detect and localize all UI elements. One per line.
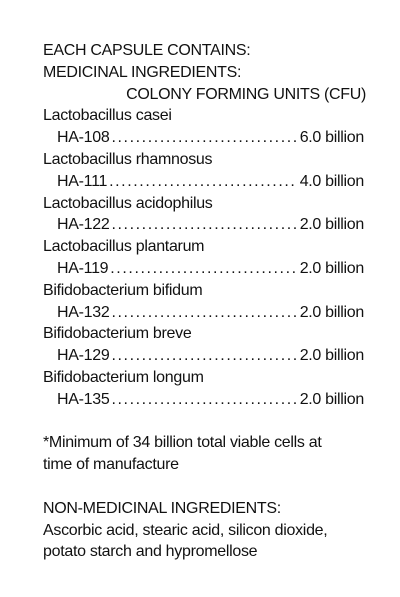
strain-item xyxy=(43,193,368,237)
strain-name: Lactobacillus rhamnosus xyxy=(43,150,213,168)
dot-leader xyxy=(111,345,295,367)
strain-code-row xyxy=(43,389,368,411)
strain-amount: 2.0 billion xyxy=(299,390,364,408)
strain-amount: 4.0 billion xyxy=(299,172,364,190)
strain-code-row xyxy=(43,127,368,149)
non-medicinal-section xyxy=(43,498,368,563)
strain-amount: 2.0 billion xyxy=(299,303,364,321)
strain-code: HA-119 xyxy=(57,259,109,277)
dot-leader xyxy=(111,127,295,149)
strain-name: Bifidobacterium longum xyxy=(43,368,204,386)
supplement-facts-label xyxy=(43,40,368,563)
strain-code: HA-122 xyxy=(57,216,110,234)
strain-code-row xyxy=(43,258,368,280)
strain-code: HA-108 xyxy=(57,129,110,147)
footnote xyxy=(43,432,368,476)
strain-code: HA-129 xyxy=(57,347,110,365)
non-medicinal-heading: NON-MEDICINAL INGREDIENTS: xyxy=(43,499,281,517)
strain-code-row xyxy=(43,214,368,236)
strain-name: Lactobacillus casei xyxy=(43,107,172,125)
strain-amount: 2.0 billion xyxy=(299,259,364,277)
strain-code: HA-132 xyxy=(57,303,110,321)
strain-code-row xyxy=(43,302,368,324)
dot-leader xyxy=(111,389,295,411)
strain-item xyxy=(43,149,368,193)
strain-amount: 2.0 billion xyxy=(299,347,364,365)
footnote-line: time of manufacture xyxy=(43,456,179,474)
footnote-line: *Minimum of 34 billion total viable cells at xyxy=(43,434,322,452)
non-medicinal-line: Ascorbic acid, stearic acid, silicon dioxide, xyxy=(43,521,328,539)
strain-amount: 6.0 billion xyxy=(299,129,364,147)
strain-name: Lactobacillus acidophilus xyxy=(43,194,213,212)
strain-code-row xyxy=(43,171,368,193)
cfu-column-heading: COLONY FORMING UNITS (CFU) xyxy=(126,85,366,103)
medicinal-ingredients-heading: MEDICINAL INGREDIENTS: xyxy=(43,63,242,81)
strain-item xyxy=(43,280,368,324)
dot-leader xyxy=(110,258,295,280)
spacer xyxy=(43,411,368,433)
strain-list xyxy=(43,105,368,410)
strain-item xyxy=(43,323,368,367)
dot-leader xyxy=(111,302,295,324)
non-medicinal-line: potato starch and hypromellose xyxy=(43,543,258,561)
spacer xyxy=(43,476,368,498)
dot-leader xyxy=(109,171,296,193)
strain-name: Bifidobacterium breve xyxy=(43,325,192,343)
strain-name: Lactobacillus plantarum xyxy=(43,238,205,256)
capsule-contains-heading: EACH CAPSULE CONTAINS: xyxy=(43,42,251,59)
strain-code: HA-135 xyxy=(57,390,110,408)
dot-leader xyxy=(111,214,295,236)
strain-item xyxy=(43,236,368,280)
strain-amount: 2.0 billion xyxy=(299,216,364,234)
strain-code-row xyxy=(43,345,368,367)
strain-item xyxy=(43,105,368,149)
strain-code: HA-111 xyxy=(57,172,108,190)
strain-name: Bifidobacterium bifidum xyxy=(43,281,203,299)
strain-item xyxy=(43,367,368,411)
